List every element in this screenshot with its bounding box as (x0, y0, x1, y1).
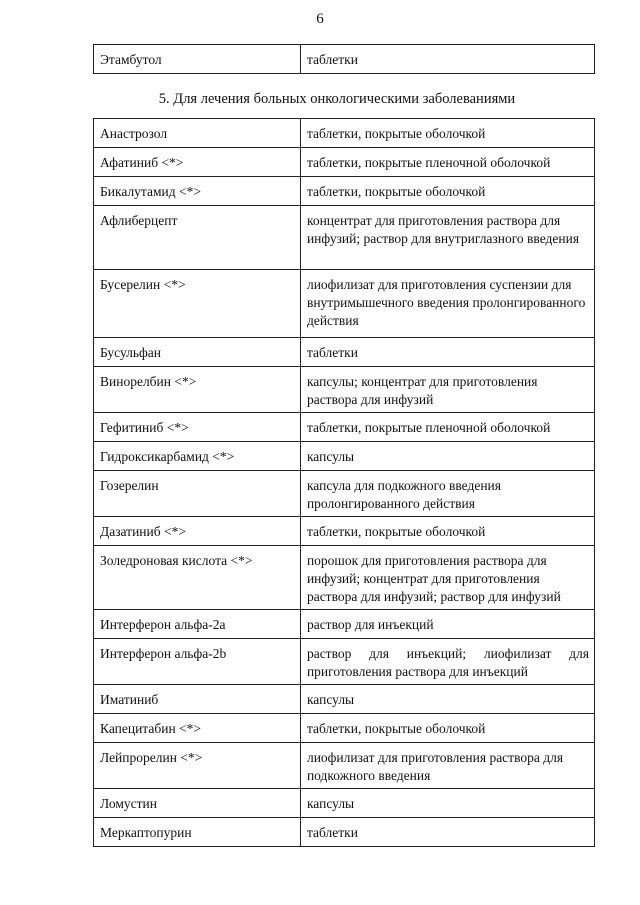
dosage-form-cell: таблетки (300, 338, 594, 367)
dosage-form-cell: капсулы (300, 685, 594, 714)
table-row (94, 546, 595, 610)
table-row (94, 639, 595, 685)
drug-name-cell: Дазатиниб <*> (94, 517, 301, 546)
drug-name-cell: Меркаптопурин (94, 818, 301, 847)
drug-name-cell: Интерферон альфа-2b (94, 639, 301, 685)
page-number: 6 (316, 11, 324, 27)
dosage-form-cell: лиофилизат для приготовления раствора для подкожного введения (300, 743, 594, 789)
drug-name-cell: Интерферон альфа-2а (94, 610, 301, 639)
drug-name-cell: Капецитабин <*> (94, 714, 301, 743)
table-row (94, 45, 595, 74)
drug-name-cell: Гефитиниб <*> (94, 413, 301, 442)
dosage-form-cell: таблетки, покрытые оболочкой (300, 177, 594, 206)
drug-name-cell: Лейпрорелин <*> (94, 743, 301, 789)
drug-name-cell: Афатиниб <*> (94, 148, 301, 177)
dosage-form-cell: капсулы (300, 442, 594, 471)
drug-name-cell: Бикалутамид <*> (94, 177, 301, 206)
table-row (94, 610, 595, 639)
table-row (94, 442, 595, 471)
dosage-form-cell: таблетки (300, 818, 594, 847)
dosage-form-cell: раствор для инъекций (300, 610, 594, 639)
table-row (94, 471, 595, 517)
table-row (94, 413, 595, 442)
dosage-form-cell: таблетки, покрытые пленочной оболочкой (300, 413, 594, 442)
drug-name-cell: Бусульфан (94, 338, 301, 367)
drug-name-cell: Гозерелин (94, 471, 301, 517)
dosage-form-cell: таблетки, покрытые оболочкой (300, 119, 594, 148)
table-row (94, 367, 595, 413)
table-row (94, 338, 595, 367)
drug-name-cell: Афлиберцепт (94, 206, 301, 270)
table-row (94, 714, 595, 743)
table-row (94, 270, 595, 338)
oncology-drug-table (93, 118, 595, 847)
drug-name-cell: Иматиниб (94, 685, 301, 714)
drug-name-cell: Анастрозол (94, 119, 301, 148)
table-row (94, 743, 595, 789)
table-row (94, 206, 595, 270)
dosage-form-cell: таблетки, покрытые пленочной оболочкой (300, 148, 594, 177)
drug-name-cell: Винорелбин <*> (94, 367, 301, 413)
dosage-form-cell: порошок для приготовления раствора для инфузий; концентрат для приготовления раствора для инфузий; раствор для инфузий (300, 546, 594, 610)
table-row (94, 517, 595, 546)
dosage-form-cell: таблетки (300, 45, 594, 74)
dosage-form-cell: лиофилизат для приготовления суспензии для внутримышечного введения пролонгированного действия (300, 270, 594, 338)
table-row (94, 177, 595, 206)
drug-table-continued (93, 44, 595, 74)
table-row (94, 119, 595, 148)
drug-name-cell: Бусерелин <*> (94, 270, 301, 338)
drug-name-cell: Золедроновая кислота <*> (94, 546, 301, 610)
drug-name-cell: Ломустин (94, 789, 301, 818)
drug-name-cell: Гидроксикарбамид <*> (94, 442, 301, 471)
dosage-form-cell: раствор для инъекций; лиофилизат для приготовления раствора для инъекций (300, 639, 594, 685)
drug-name-cell: Этамбутол (94, 45, 301, 74)
dosage-form-cell: капсулы (300, 789, 594, 818)
table-row (94, 818, 595, 847)
dosage-form-cell: таблетки, покрытые оболочкой (300, 517, 594, 546)
table-row (94, 789, 595, 818)
section-heading: 5. Для лечения больных онкологическими заболеваниями (158, 91, 516, 107)
dosage-form-cell: капсулы; концентрат для приготовления раствора для инфузий (300, 367, 594, 413)
table-row (94, 685, 595, 714)
dosage-form-cell: концентрат для приготовления раствора для инфузий; раствор для внутриглазного введения (300, 206, 594, 270)
dosage-form-cell: таблетки, покрытые оболочкой (300, 714, 594, 743)
table-row (94, 148, 595, 177)
dosage-form-cell: капсула для подкожного введения пролонгированного действия (300, 471, 594, 517)
